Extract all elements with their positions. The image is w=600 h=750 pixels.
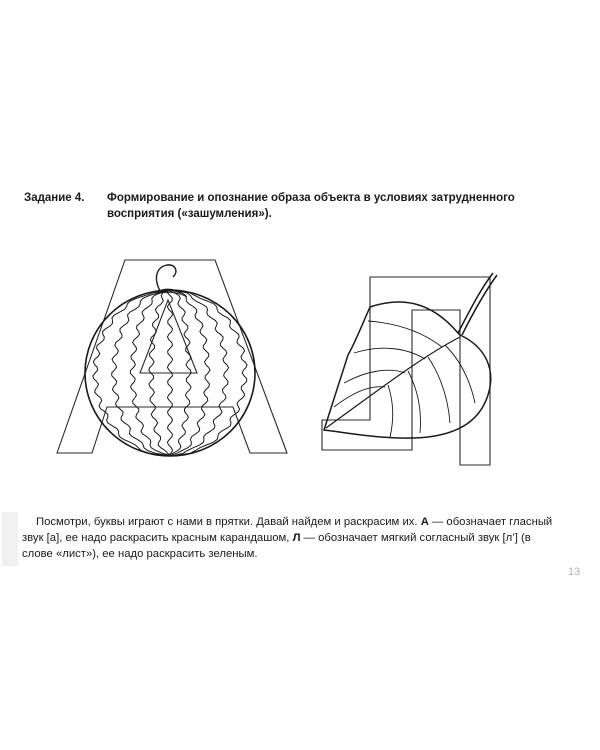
task-label: Задание 4. (24, 192, 85, 204)
instruction-part-1: Посмотри, буквы играют с нами в прятки. Давай найдем и раскрасим их. (36, 516, 421, 528)
letter-a-bold: А (420, 516, 429, 528)
task-header (24, 190, 564, 222)
task-title: Формирование и опознание образа объекта в условиях затрудненного восприятия («зашумления»). (107, 192, 515, 220)
instruction-part-3: — обозначает мягкий согласный звук [л’] (в слове «лист»), ее надо раскрасить зеленым. (22, 532, 531, 560)
page-number: 13 (568, 566, 581, 578)
letter-l-bold: Л (292, 532, 301, 544)
instruction-paragraph (22, 514, 562, 562)
watermelon-letter-a-illustration (55, 255, 290, 470)
leaf-letter-l-illustration (310, 255, 510, 470)
instruction-part-2: — обозначает гласный звук [а], ее надо раскрасить красным карандашом, (22, 516, 553, 544)
leaf-drawing (324, 273, 497, 438)
instruction-text (22, 514, 562, 562)
margin-shading (2, 512, 18, 566)
watermelon-drawing (85, 265, 255, 456)
